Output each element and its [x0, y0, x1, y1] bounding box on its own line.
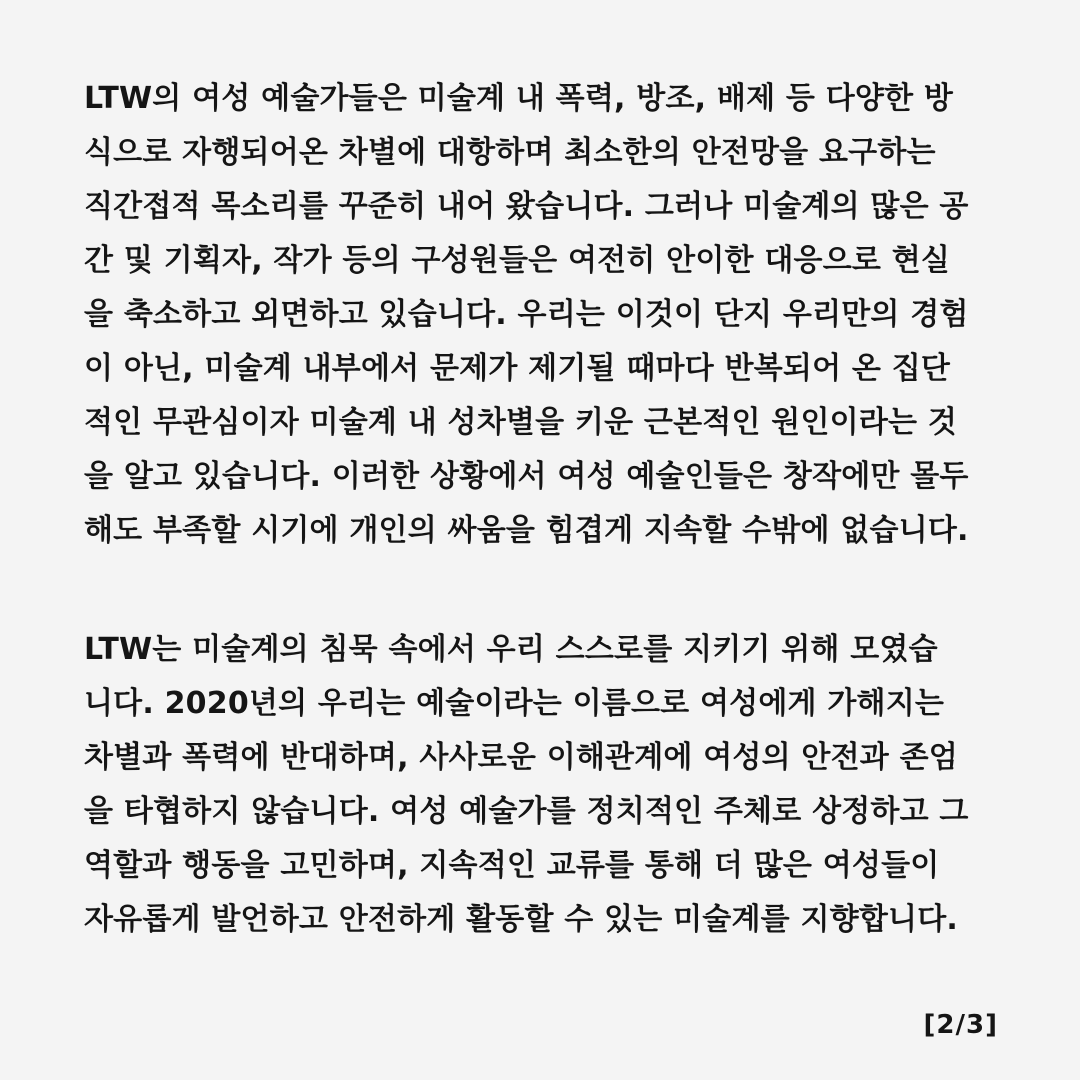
paragraph-line: 자유롭게 발언하고 안전하게 활동할 수 있는 미술계를 지향합니다. — [84, 902, 958, 937]
paragraph-line: 을 축소하고 외면하고 있습니다. 우리는 이것이 단지 우리만의 경험 — [84, 297, 969, 332]
paragraph-line: 을 타협하지 않습니다. 여성 예술가를 정치적인 주체로 상정하고 그 — [84, 794, 969, 829]
paragraph-2 — [84, 623, 1004, 947]
paragraph-line: 차별과 폭력에 반대하며, 사사로운 이해관계에 여성의 안전과 존엄 — [84, 740, 958, 775]
paragraph-line: LTW의 여성 예술가들은 미술계 내 폭력, 방조, 배제 등 다양한 방 — [84, 81, 954, 116]
paragraph-line: 니다. 2020년의 우리는 예술이라는 이름으로 여성에게 가해지는 — [84, 686, 945, 721]
paragraph-line: 을 알고 있습니다. 이러한 상황에서 여성 예술인들은 창작에만 몰두 — [84, 459, 969, 494]
paragraph-line: 역할과 행동을 고민하며, 지속적인 교류를 통해 더 많은 여성들이 — [84, 848, 940, 883]
paragraph-line: 해도 부족할 시기에 개인의 싸움을 힘겹게 지속할 수밖에 없습니다. — [84, 513, 969, 548]
paragraph-line: LTW는 미술계의 침묵 속에서 우리 스스로를 지키기 위해 모였습 — [84, 632, 938, 667]
paragraph-line: 식으로 자행되어온 차별에 대항하며 최소한의 안전망을 요구하는 — [84, 135, 936, 170]
paragraph-line: 직간접적 목소리를 꾸준히 내어 왔습니다. 그러나 미술계의 많은 공 — [84, 189, 969, 224]
paragraph-1 — [84, 72, 1004, 558]
paragraph-line: 이 아닌, 미술계 내부에서 문제가 제기될 때마다 반복되어 온 집단 — [84, 351, 951, 386]
page-number: [2/3] — [923, 1010, 998, 1040]
paragraph-line: 적인 무관심이자 미술계 내 성차별을 키운 근본적인 원인이라는 것 — [84, 405, 958, 440]
paragraph-line: 간 및 기획자, 작가 등의 구성원들은 여전히 안이한 대응으로 현실 — [84, 243, 951, 278]
